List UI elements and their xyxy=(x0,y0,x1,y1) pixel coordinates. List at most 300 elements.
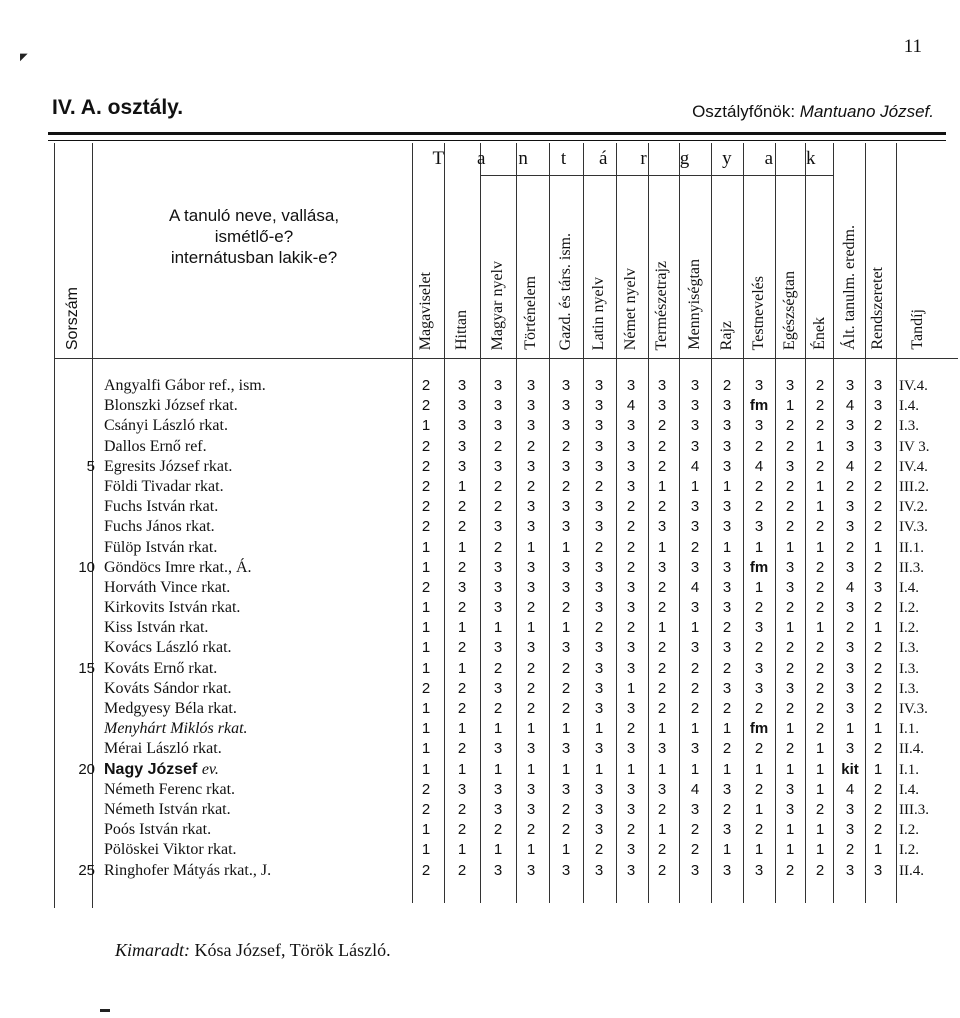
grade-cell: 3 xyxy=(626,377,636,394)
column-header xyxy=(747,175,771,350)
grade-cell: 2 xyxy=(873,457,883,475)
grade-cell: 2 xyxy=(845,841,855,859)
student-name-text: Menyhárt Miklós rkat. xyxy=(104,720,248,738)
row-number: 5 xyxy=(86,457,95,475)
grade-cell: 1 xyxy=(626,760,636,778)
grade-cell: 4 xyxy=(690,578,700,596)
tantargyak-letter: r xyxy=(640,148,647,169)
grade-cell: 3 xyxy=(754,417,764,435)
grade-cell: 2 xyxy=(690,538,700,556)
grade-cell: 2 xyxy=(561,659,571,677)
grade-cell: 2 xyxy=(561,700,571,717)
grade-cell: 2 xyxy=(561,599,571,617)
grade-cell: 3 xyxy=(457,578,467,596)
row-number xyxy=(50,538,95,558)
grade-cell: 1 xyxy=(690,619,700,637)
grade-cell: 3 xyxy=(561,558,571,576)
column-header-label: Testnevelés xyxy=(750,275,767,350)
grade-cell: 3 xyxy=(526,578,536,596)
head-teacher-label: Osztályfőnök: xyxy=(692,102,796,121)
table-row xyxy=(50,679,950,699)
grade-cell: 2 xyxy=(785,477,795,495)
grade-cell: 2 xyxy=(657,841,667,859)
grade-cell: 3 xyxy=(722,821,732,839)
grade-cell: 4 xyxy=(845,780,855,798)
grade-cell: 1 xyxy=(815,760,825,778)
grade-cell: 3 xyxy=(722,518,732,536)
grade-cell: 2 xyxy=(626,619,636,637)
grade-cell: 2 xyxy=(657,679,667,697)
student-name-text: Blonszki József rkat. xyxy=(104,397,238,415)
column-header xyxy=(906,175,930,350)
grade-cell: 2 xyxy=(815,397,825,415)
grade-cell: 2 xyxy=(626,498,636,516)
table-row xyxy=(50,517,950,537)
grade-cell: 3 xyxy=(754,679,764,697)
tandij-cell: IV 3. xyxy=(899,438,930,455)
grade-cell: 1 xyxy=(561,760,571,778)
tandij-cell: IV.4. xyxy=(899,458,928,475)
grade-cell: 3 xyxy=(626,800,636,818)
grade-cell: 1 xyxy=(722,720,732,738)
grade-cell: 2 xyxy=(421,397,431,415)
grade-cell: 1 xyxy=(457,538,467,556)
grade-cell: 1 xyxy=(754,538,764,556)
column-header-label: Ének xyxy=(811,317,828,350)
sorszam-header xyxy=(60,200,86,350)
grade-cell: 1 xyxy=(421,821,431,839)
grade-cell: 2 xyxy=(815,578,825,596)
grade-cell: 3 xyxy=(785,377,795,394)
grade-cell: 2 xyxy=(873,498,883,516)
grade-cell: 3 xyxy=(845,861,855,879)
grade-cell: 3 xyxy=(785,780,795,798)
table-row xyxy=(50,638,950,658)
row-number xyxy=(50,517,95,537)
grade-cell: 1 xyxy=(657,538,667,556)
table-row xyxy=(50,396,950,416)
row-number xyxy=(50,800,95,820)
grade-cell: 3 xyxy=(594,700,604,717)
grade-cell: 1 xyxy=(873,538,883,556)
table-row xyxy=(50,416,950,436)
tandij-cell: I.3. xyxy=(899,680,919,697)
student-name-text: Egresits József rkat. xyxy=(104,457,233,475)
grade-cell: 2 xyxy=(561,800,571,818)
student-name-text: Ringhofer Mátyás rkat., J. xyxy=(104,861,272,879)
column-header-label: Rajz xyxy=(718,320,735,350)
grade-cell: 3 xyxy=(457,397,467,415)
grade-cell: 1 xyxy=(657,760,667,778)
grade-cell: 2 xyxy=(526,599,536,617)
grade-cell: 1 xyxy=(815,498,825,516)
grade-cell: 3 xyxy=(690,397,700,415)
grade-cell: 3 xyxy=(845,599,855,617)
grade-cell: 2 xyxy=(594,619,604,637)
grade-cell: 1 xyxy=(526,720,536,738)
name-header-line-3: internátusban lakik-e? xyxy=(170,248,338,267)
table-row xyxy=(50,558,950,578)
grade-cell: 3 xyxy=(690,558,700,576)
name-header-line-1: A tanuló neve, vallása, xyxy=(168,206,340,225)
grade-cell: 2 xyxy=(690,841,700,859)
grade-cell: 3 xyxy=(873,437,883,455)
grade-cell: 2 xyxy=(785,518,795,536)
column-header xyxy=(554,175,578,350)
grade-cell: 3 xyxy=(594,437,604,455)
grade-cell: 2 xyxy=(785,659,795,677)
grade-cell: 2 xyxy=(457,800,467,818)
tandij-cell: IV.3. xyxy=(899,519,928,536)
column-header xyxy=(715,175,739,350)
grade-cell: 3 xyxy=(626,861,636,879)
grade-cell: 3 xyxy=(493,800,503,818)
grade-cell: 2 xyxy=(421,477,431,495)
grade-cell: 1 xyxy=(421,599,431,617)
student-name-text: Kiss István rkat. xyxy=(104,619,209,637)
grade-cell: 3 xyxy=(722,599,732,617)
row-number xyxy=(50,437,95,457)
column-header-label: Német nyelv xyxy=(622,267,639,350)
student-name xyxy=(104,659,410,679)
grade-cell: 1 xyxy=(421,720,431,738)
grade-cell: 2 xyxy=(657,578,667,596)
footer-note xyxy=(115,940,391,961)
row-number: 10 xyxy=(78,558,95,576)
grade-cell: 3 xyxy=(493,518,503,536)
grade-cell: 3 xyxy=(722,498,732,516)
student-name-suffix: ev. xyxy=(201,760,219,778)
grade-cell: 2 xyxy=(561,437,571,455)
column-header-label: Rendszeretet xyxy=(869,267,886,350)
grade-cell: 3 xyxy=(845,659,855,677)
grade-cell: 1 xyxy=(690,477,700,495)
grade-cell: 4 xyxy=(626,397,636,415)
grade-cell: 3 xyxy=(561,397,571,415)
student-name-text: Fuchs István rkat. xyxy=(104,498,219,516)
student-name-text: Németh István rkat. xyxy=(104,800,231,818)
grade-cell: 1 xyxy=(845,720,855,738)
column-header-label: Történelem xyxy=(522,276,539,350)
grade-cell: 1 xyxy=(421,639,431,657)
grade-cell: 2 xyxy=(657,498,667,516)
grade-cell: 1 xyxy=(785,841,795,859)
grade-cell: 1 xyxy=(421,619,431,637)
grade-cell: 1 xyxy=(722,538,732,556)
grade-cell: 2 xyxy=(561,821,571,839)
table-row xyxy=(50,760,950,780)
row-number xyxy=(50,780,95,800)
grade-cell: 2 xyxy=(785,599,795,617)
grade-cell: 3 xyxy=(457,417,467,435)
grade-cell: 2 xyxy=(690,700,700,717)
grade-cell: 1 xyxy=(421,417,431,435)
grade-cell: 3 xyxy=(626,477,636,495)
student-name-text: Földi Tivadar rkat. xyxy=(104,477,224,495)
grade-cell: 2 xyxy=(493,477,503,495)
table-row xyxy=(50,376,950,396)
student-name-text: Kováts Ernő rkat. xyxy=(104,659,218,677)
grade-cell: 3 xyxy=(457,457,467,475)
grade-cell: 3 xyxy=(561,498,571,516)
grade-cell: 3 xyxy=(690,417,700,435)
grade-cell: 3 xyxy=(594,740,604,758)
column-header xyxy=(450,175,474,350)
grade-cell: 3 xyxy=(594,639,604,657)
grade-cell: 1 xyxy=(526,538,536,556)
grade-cell: 2 xyxy=(845,619,855,637)
grade-cell: 3 xyxy=(626,700,636,717)
grade-cell: 2 xyxy=(815,639,825,657)
student-name-text: Göndöcs Imre rkat., Á. xyxy=(104,558,252,576)
grade-cell: 3 xyxy=(561,377,571,394)
grade-cell: 2 xyxy=(657,800,667,818)
tantargyak-letter: g xyxy=(679,148,690,169)
grade-cell: 2 xyxy=(493,437,503,455)
grade-cell: 2 xyxy=(657,659,667,677)
grade-cell: 4 xyxy=(754,457,764,475)
column-header xyxy=(414,175,438,350)
tantargyak-letter: a xyxy=(477,148,486,169)
tandij-cell: II.3. xyxy=(899,559,924,576)
grade-cell: 2 xyxy=(493,821,503,839)
grade-cell: 1 xyxy=(657,720,667,738)
student-name xyxy=(104,477,410,497)
grade-cell: 4 xyxy=(845,578,855,596)
grade-cell: 3 xyxy=(526,417,536,435)
column-header xyxy=(486,175,510,350)
tantargyak-letter: k xyxy=(805,148,816,169)
grade-cell: 2 xyxy=(657,417,667,435)
grade-cell: 3 xyxy=(722,417,732,435)
row-number xyxy=(50,376,95,396)
grade-cell: 2 xyxy=(785,740,795,758)
grade-cell: 1 xyxy=(526,841,536,859)
grade-cell: 2 xyxy=(873,599,883,617)
row-number xyxy=(50,679,95,699)
grade-cell: 1 xyxy=(873,720,883,738)
grade-cell: 1 xyxy=(421,760,431,778)
table-row xyxy=(50,800,950,820)
grade-cell: 1 xyxy=(754,841,764,859)
grade-cell: 2 xyxy=(815,720,825,738)
grade-cell: 1 xyxy=(526,619,536,637)
grade-cell: 3 xyxy=(785,800,795,818)
student-name xyxy=(104,780,410,800)
grade-cell: 1 xyxy=(873,619,883,637)
grade-cell: 1 xyxy=(657,821,667,839)
grade-cell: 3 xyxy=(594,800,604,818)
student-name xyxy=(104,457,410,477)
grade-cell: 3 xyxy=(493,397,503,415)
grade-cell: 2 xyxy=(457,518,467,536)
row-number xyxy=(50,840,95,860)
grade-cell: 2 xyxy=(873,639,883,657)
tandij-cell: I.4. xyxy=(899,398,919,415)
grade-cell: 3 xyxy=(690,377,700,394)
grade-cell: 3 xyxy=(690,437,700,455)
grade-cell: 1 xyxy=(594,720,604,738)
grade-cell: 2 xyxy=(421,578,431,596)
grade-cell: 3 xyxy=(594,821,604,839)
student-name xyxy=(104,719,410,739)
student-name xyxy=(104,497,410,517)
grade-cell: 3 xyxy=(754,518,764,536)
grade-cell: 3 xyxy=(690,599,700,617)
grade-cell: 2 xyxy=(785,861,795,879)
row-rule xyxy=(54,358,958,359)
grade-cell: 1 xyxy=(873,760,883,778)
grade-cell: 2 xyxy=(785,639,795,657)
grade-cell: 2 xyxy=(594,477,604,495)
grade-cell: 1 xyxy=(722,841,732,859)
grade-cell: 3 xyxy=(493,861,503,879)
student-name xyxy=(104,376,410,396)
grade-cell: 3 xyxy=(845,821,855,839)
table-row xyxy=(50,739,950,759)
grade-cell: 1 xyxy=(785,821,795,839)
grade-cell: 2 xyxy=(845,477,855,495)
grade-cell: 2 xyxy=(754,740,764,758)
grade-cell: 3 xyxy=(526,639,536,657)
row-number xyxy=(50,578,95,598)
tandij-cell: I.4. xyxy=(899,781,919,798)
grade-cell: 1 xyxy=(457,619,467,637)
grade-cell: 2 xyxy=(722,700,732,717)
column-header xyxy=(866,175,890,350)
grade-cell: 2 xyxy=(626,558,636,576)
tandij-cell: I.1. xyxy=(899,721,919,738)
grade-cell: 3 xyxy=(457,377,467,394)
table-row xyxy=(50,719,950,739)
tandij-cell: I.2. xyxy=(899,842,919,859)
tandij-cell: I.2. xyxy=(899,600,919,617)
grade-cell: 1 xyxy=(594,760,604,778)
footer-names: Kósa József, Török László. xyxy=(194,940,391,960)
grade-cell: 3 xyxy=(722,457,732,475)
column-header xyxy=(650,175,674,350)
grade-cell: 3 xyxy=(785,457,795,475)
grade-cell: 1 xyxy=(526,760,536,778)
tandij-cell: I.2. xyxy=(899,620,919,637)
grade-cell: 3 xyxy=(845,800,855,818)
grade-cell: 2 xyxy=(626,821,636,839)
grade-cell: 1 xyxy=(457,841,467,859)
tantargyak-letter: T xyxy=(432,148,445,169)
grade-cell: 1 xyxy=(785,397,795,415)
grade-cell: 2 xyxy=(815,417,825,435)
table-row xyxy=(50,477,950,497)
grade-cell: 1 xyxy=(493,619,503,637)
grade-cell: 1 xyxy=(815,740,825,758)
grade-cell: 1 xyxy=(421,740,431,758)
tandij-cell: I.3. xyxy=(899,640,919,657)
grade-cell: 2 xyxy=(873,417,883,435)
grade-cell: 2 xyxy=(421,780,431,798)
row-number xyxy=(50,638,95,658)
grade-cell: 3 xyxy=(754,861,764,879)
grade-cell: 3 xyxy=(873,397,883,415)
tandij-cell: IV.4. xyxy=(899,378,928,394)
grade-cell: 2 xyxy=(873,679,883,697)
student-name-text: Fülöp István rkat. xyxy=(104,538,218,556)
student-name xyxy=(104,800,410,820)
grade-cell: 2 xyxy=(626,538,636,556)
grade-cell: 3 xyxy=(457,437,467,455)
row-number xyxy=(50,699,95,719)
grade-cell: 3 xyxy=(754,377,764,394)
top-rule-thick xyxy=(48,132,946,135)
grade-cell: 3 xyxy=(594,457,604,475)
grade-cell: 2 xyxy=(657,599,667,617)
table-row xyxy=(50,578,950,598)
grade-cell: fm xyxy=(749,397,769,415)
grade-cell: 3 xyxy=(561,457,571,475)
grade-cell: 2 xyxy=(526,679,536,697)
grade-cell: 2 xyxy=(873,558,883,576)
grade-cell: 2 xyxy=(754,700,764,717)
grade-cell: 3 xyxy=(657,558,667,576)
grade-cell: 2 xyxy=(493,498,503,516)
grade-cell: 3 xyxy=(594,679,604,697)
grade-cell: 3 xyxy=(845,437,855,455)
grade-cell: 3 xyxy=(690,861,700,879)
student-name xyxy=(104,618,410,638)
grade-cell: 2 xyxy=(457,740,467,758)
table-row xyxy=(50,820,950,840)
grade-cell: 3 xyxy=(594,558,604,576)
grade-cell: 3 xyxy=(722,437,732,455)
row-number xyxy=(50,618,95,638)
student-name xyxy=(104,598,410,618)
grade-cell: 3 xyxy=(873,578,883,596)
grade-cell: fm xyxy=(749,720,769,738)
grade-cell: 1 xyxy=(421,700,431,717)
grade-cell: 3 xyxy=(722,397,732,415)
grade-cell: 2 xyxy=(561,679,571,697)
grade-cell: 2 xyxy=(526,659,536,677)
grade-cell: 3 xyxy=(594,861,604,879)
grade-cell: 3 xyxy=(594,377,604,394)
column-header-label: Hittan xyxy=(453,310,470,350)
student-name xyxy=(104,437,410,457)
grade-cell: 3 xyxy=(561,861,571,879)
grade-cell: 2 xyxy=(873,659,883,677)
grade-cell: 2 xyxy=(457,679,467,697)
grade-cell: 3 xyxy=(722,780,732,798)
grade-cell: 3 xyxy=(493,558,503,576)
grade-cell: 4 xyxy=(690,457,700,475)
column-header xyxy=(619,175,643,350)
grade-cell: 3 xyxy=(785,679,795,697)
grade-cell: 1 xyxy=(457,720,467,738)
table-row xyxy=(50,659,950,679)
grade-cell: 3 xyxy=(845,417,855,435)
student-name xyxy=(104,699,410,719)
grade-cell: 2 xyxy=(873,518,883,536)
column-header-label: Magaviselet xyxy=(417,271,434,350)
grade-cell: 2 xyxy=(421,437,431,455)
grade-cell: 3 xyxy=(754,659,764,677)
grade-cell: 2 xyxy=(457,558,467,576)
grade-cell: 3 xyxy=(493,639,503,657)
name-column-header xyxy=(100,205,408,268)
grade-cell: 3 xyxy=(845,679,855,697)
grade-cell: 2 xyxy=(873,700,883,717)
grade-cell: 3 xyxy=(594,578,604,596)
student-name-text: Nagy József xyxy=(104,760,198,778)
grade-cell: 2 xyxy=(526,437,536,455)
